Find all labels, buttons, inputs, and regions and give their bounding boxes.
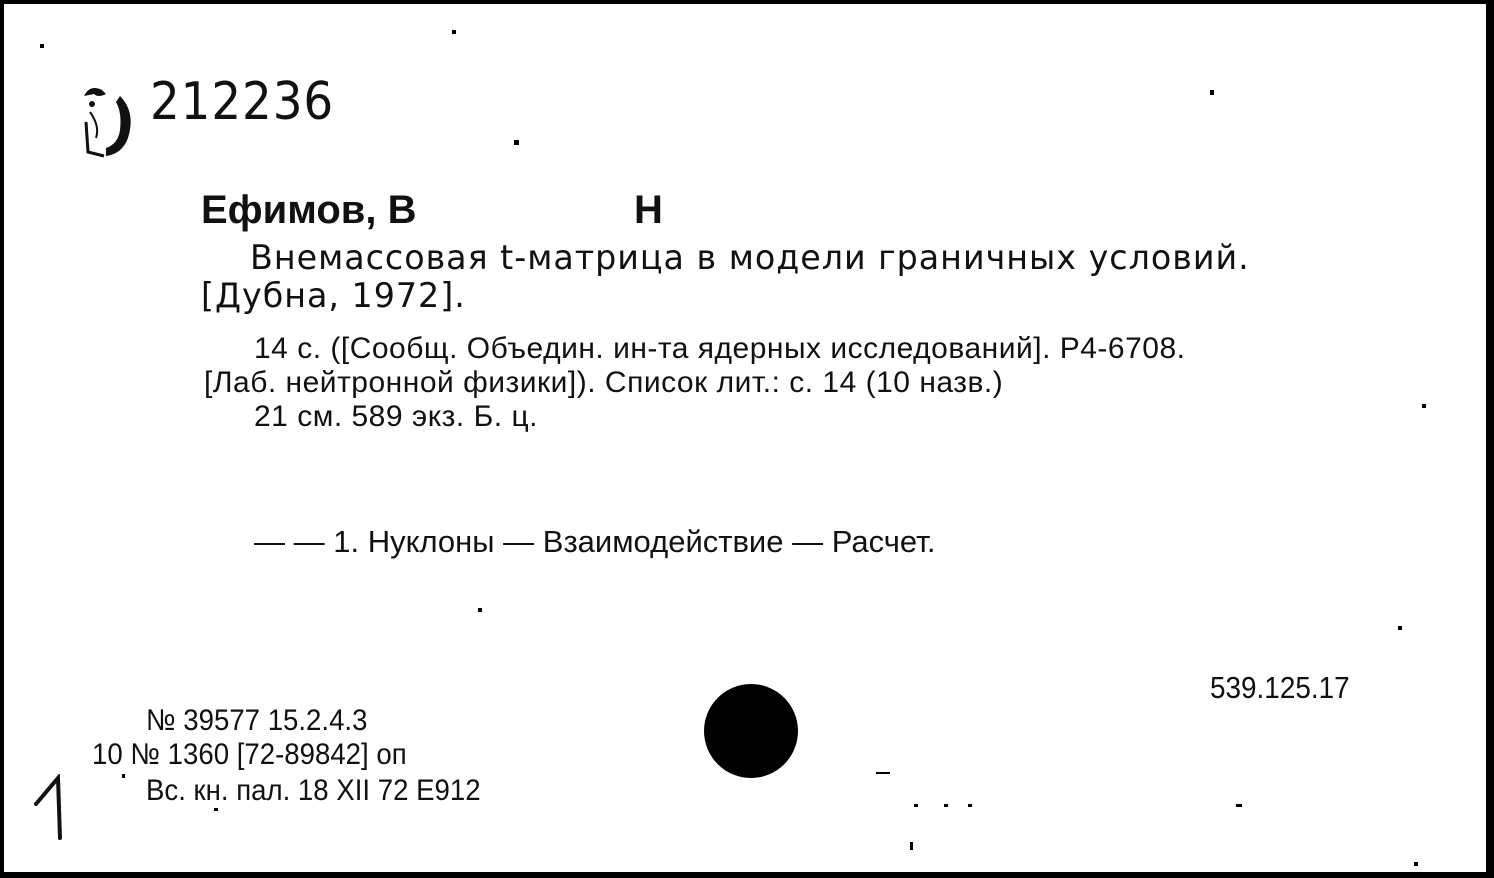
speck (40, 44, 44, 48)
speck (876, 772, 890, 774)
speck (1414, 862, 1418, 866)
speck (1210, 90, 1214, 95)
order-number: 10 № 1360 [72-89842] оп (92, 738, 407, 771)
speck (122, 774, 125, 778)
speck (968, 804, 972, 807)
size-print-run: 21 см. 589 экз. Б. ц. (254, 400, 538, 433)
speck (514, 140, 519, 145)
punch-hole (704, 684, 798, 778)
library-stamp-icon (76, 82, 142, 167)
speck (1236, 804, 1242, 807)
series-note: [Лаб. нейтронной физики]). Список лит.: с. 14 (10 назв.) (204, 366, 1004, 399)
speck (1398, 626, 1402, 630)
author-surname: Ефимов, В (201, 188, 417, 232)
udc-code: 539.125.17 (1210, 670, 1350, 705)
speck (214, 808, 218, 811)
registration-number: № 39577 15.2.4.3 (146, 704, 368, 737)
author-initial: Н (634, 188, 663, 232)
speck (452, 30, 456, 34)
handwritten-one-icon (32, 774, 72, 849)
card-number: 212236 (150, 72, 335, 132)
speck (910, 842, 913, 850)
speck (478, 608, 482, 612)
speck (944, 804, 948, 807)
speck (1422, 404, 1426, 408)
physical-description: 14 с. ([Сообщ. Объедин. ин-та ядерных исследований]. Р4-6708. (254, 332, 1186, 365)
chamber-record: Вс. кн. пал. 18 XII 72 Е912 (146, 774, 481, 807)
book-title: Внемассовая t-матрица в модели граничных условий. (250, 238, 1250, 278)
speck (914, 804, 918, 807)
catalog-card (4, 4, 1486, 872)
subject-headings: — — 1. Нуклоны — Взаимодействие — Расчет. (254, 524, 936, 559)
publication-place-year: [Дубна, 1972]. (201, 276, 466, 316)
